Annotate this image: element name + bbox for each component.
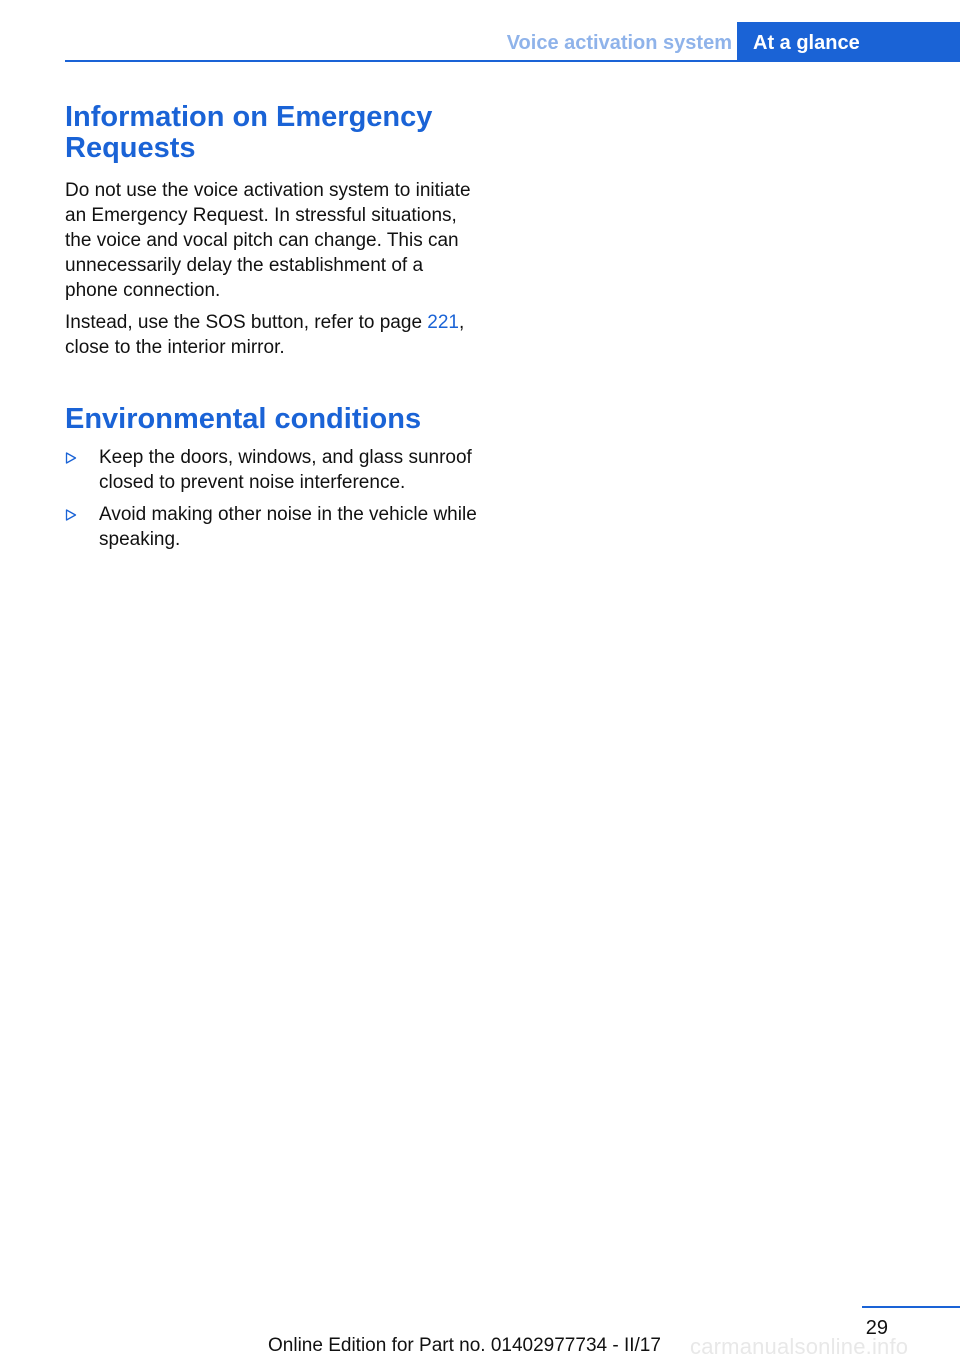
triangle-right-outline-icon — [65, 452, 77, 464]
sos-reference-paragraph — [65, 310, 477, 360]
list-item — [65, 445, 477, 495]
environment-bullet-list — [65, 445, 477, 552]
bullet-text: Keep the doors, windows, and glass sunroof closed to prevent noise interference. — [99, 447, 472, 493]
sos-reference-text: Instead, use the SOS button, refer to page — [65, 312, 428, 333]
header-rule — [65, 60, 960, 62]
footer-rule — [862, 1306, 960, 1308]
edition-note: Online Edition for Part no. 01402977734 - II/17 — [268, 1335, 661, 1356]
list-item — [65, 502, 477, 552]
page-number: 29 — [865, 1317, 888, 1339]
watermark: carmanualsonline.info — [690, 1334, 909, 1359]
section-heading-emergency: Information on Emergency Requests — [65, 101, 433, 164]
triangle-right-outline-icon — [65, 509, 77, 521]
section-heading-environmental: Environmental conditions — [65, 403, 422, 435]
running-header-section: Voice activation system — [506, 32, 732, 54]
page-content — [65, 102, 477, 559]
bullet-text: Avoid making other noise in the vehicle while speaking. — [99, 504, 477, 550]
running-header-tab: At a glance — [737, 22, 960, 62]
sos-reference-text-end: , close to the interior mirror. — [65, 312, 465, 358]
page-221-link[interactable]: 221 — [427, 312, 459, 333]
emergency-paragraph: Do not use the voice activation system to initiate an Emergency Request. In stressful situations, the voice and vocal pitch can change. This can unnecessarily delay the establishment of a phone connection. — [65, 180, 471, 301]
